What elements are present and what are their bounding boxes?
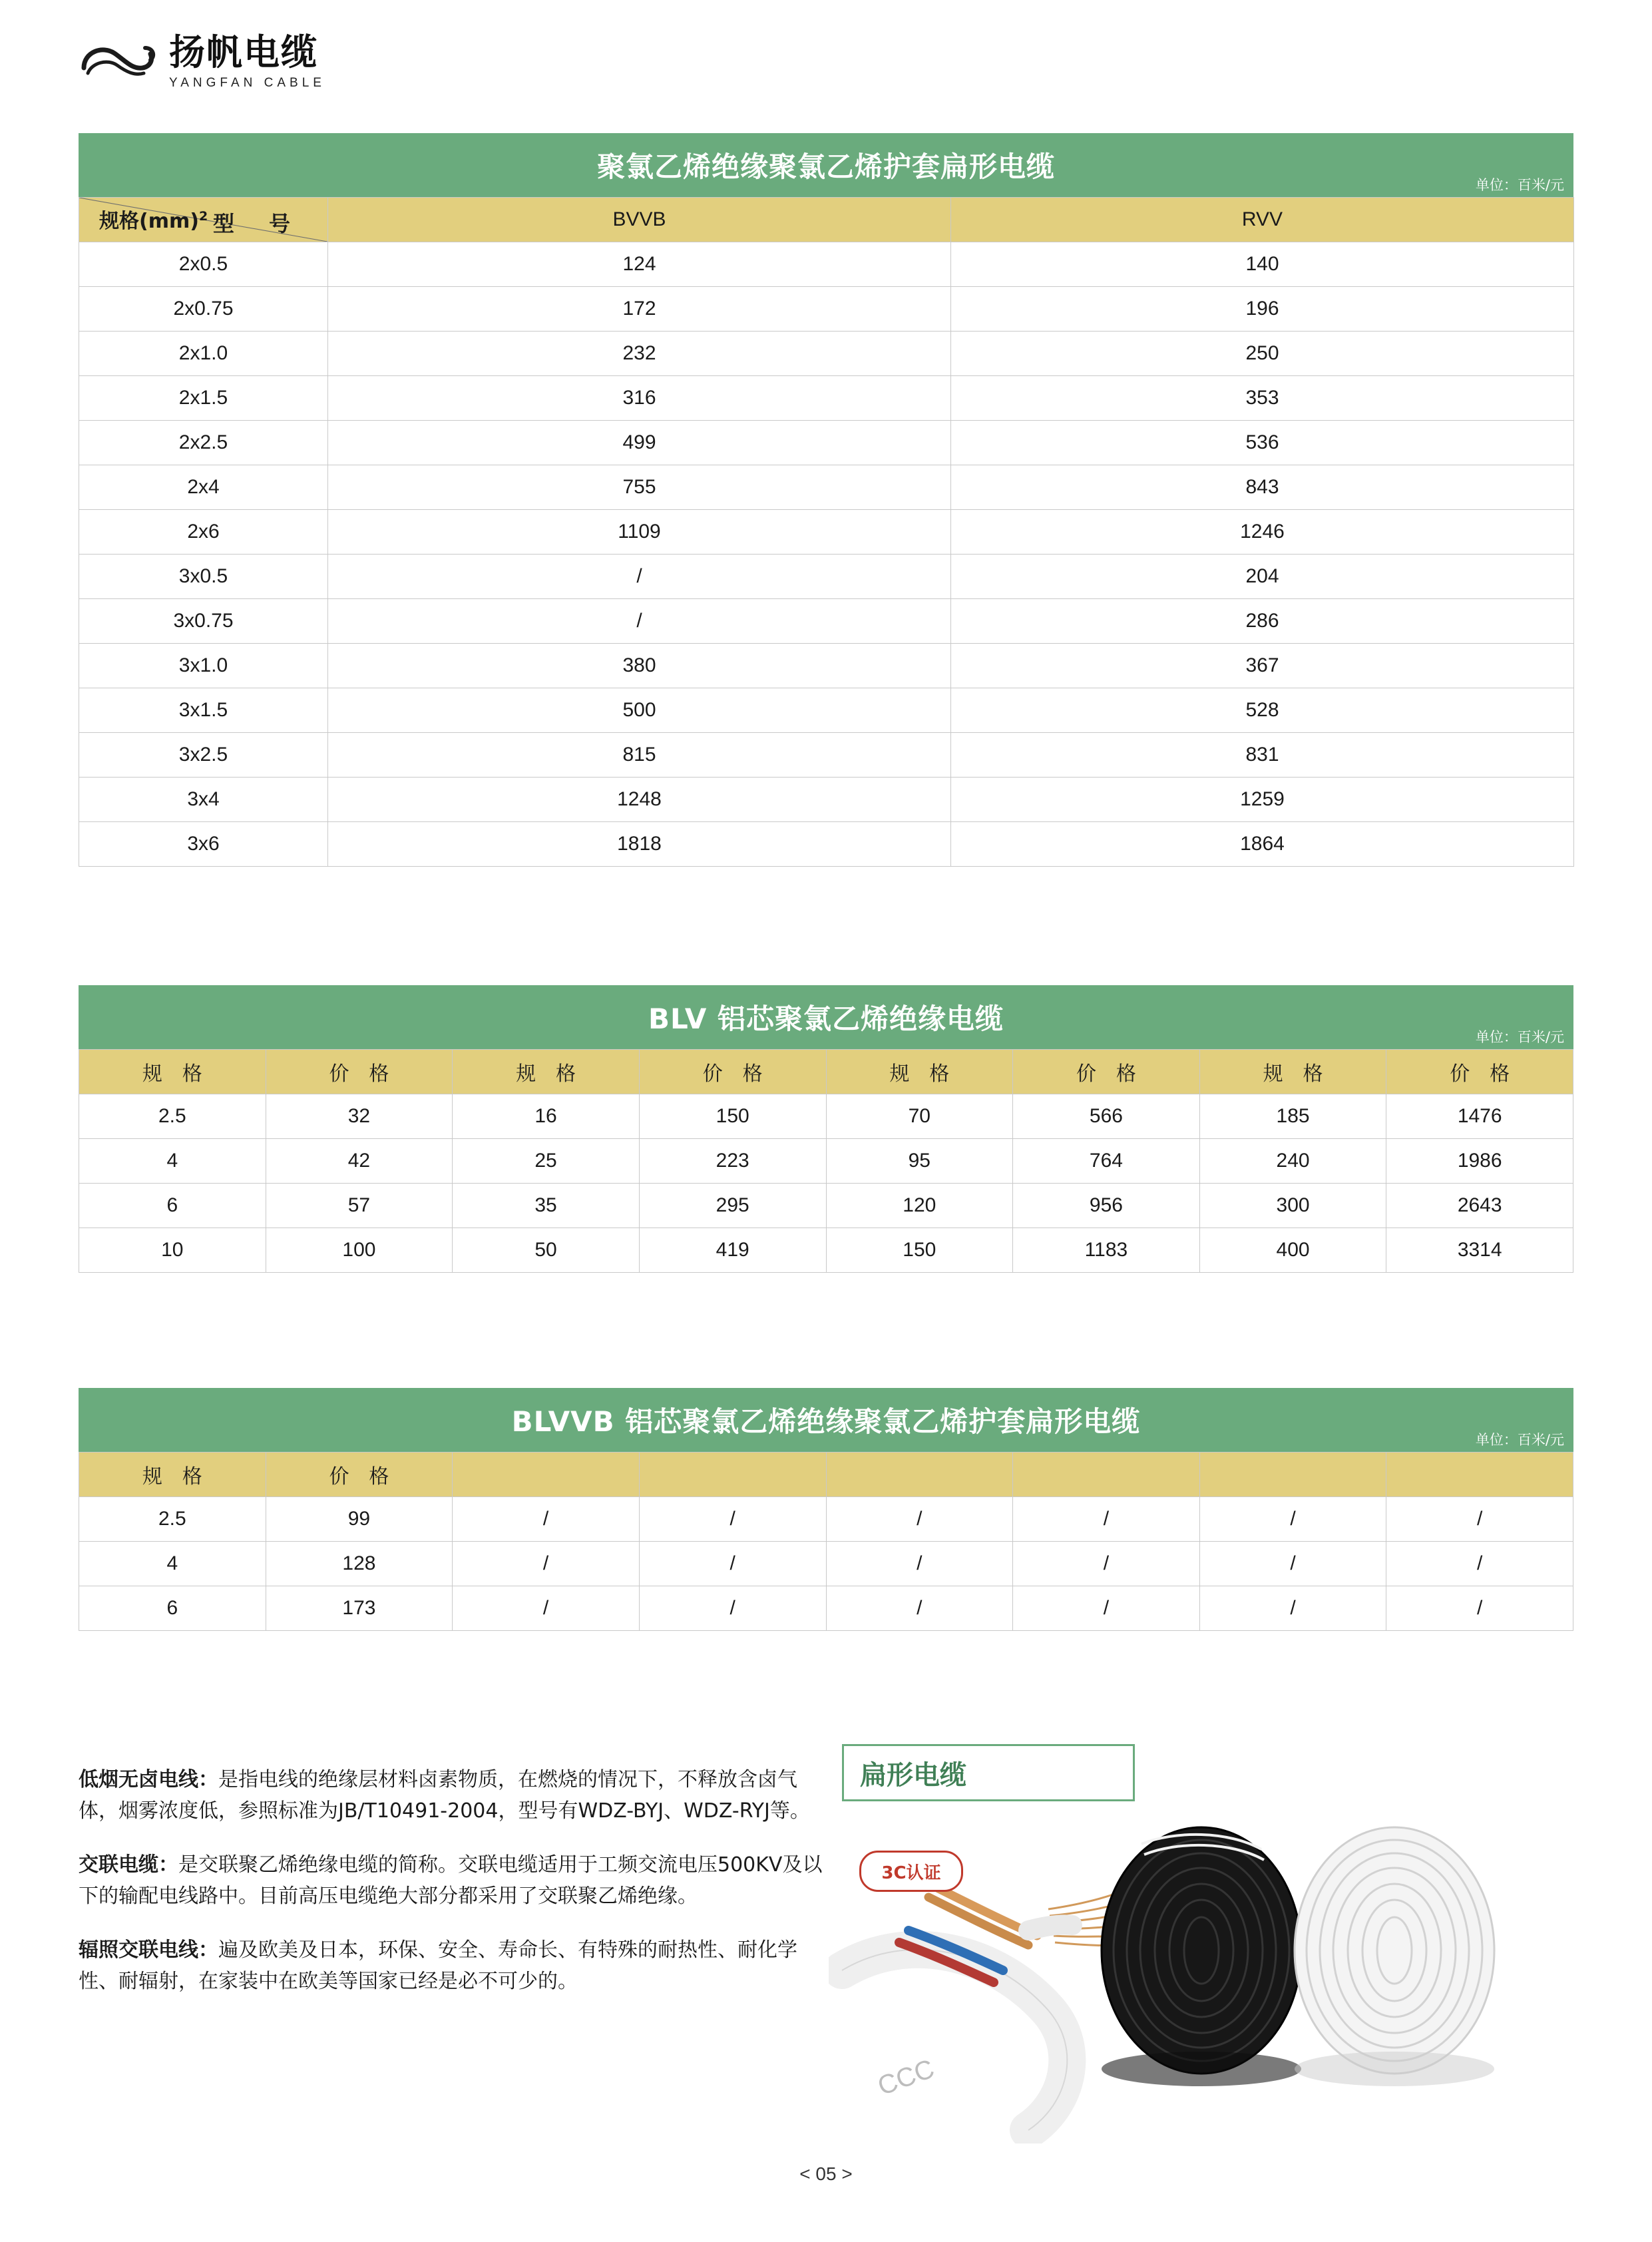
table3-cell: / (1386, 1586, 1573, 1631)
table3-header-cell (1199, 1453, 1386, 1497)
table2-cell: 185 (1199, 1094, 1386, 1139)
cell-bvvb: 815 (328, 733, 951, 778)
table-row (79, 1094, 1573, 1139)
table2-cell: 70 (826, 1094, 1013, 1139)
table2-cell: 1476 (1386, 1094, 1573, 1139)
note-lead: 辐照交联电线： (79, 1938, 218, 1962)
table3-header-cell (1013, 1453, 1200, 1497)
table-row (79, 1184, 1573, 1228)
table3-cell: / (826, 1586, 1013, 1631)
table-row (79, 599, 1574, 644)
cell-bvvb: 316 (328, 376, 951, 421)
table-row (79, 644, 1574, 688)
table2-header-cell: 价 格 (266, 1050, 453, 1094)
table2-title-bar (79, 985, 1573, 1049)
cell-rvv: 831 (951, 733, 1574, 778)
table3-cell: / (639, 1542, 826, 1586)
cell-bvvb: 232 (328, 332, 951, 376)
notes-section (79, 1744, 824, 2020)
table-block-blvvb (79, 1388, 1573, 1631)
table2-header-cell: 规 格 (1199, 1050, 1386, 1094)
table3-header-cell (453, 1453, 640, 1497)
cell-spec: 3x1.5 (79, 688, 328, 733)
table2-header-cell: 规 格 (79, 1050, 266, 1094)
table2-cell: 16 (453, 1094, 640, 1139)
note-item (79, 1849, 824, 1912)
table2-cell: 42 (266, 1139, 453, 1184)
cell-spec: 3x0.75 (79, 599, 328, 644)
cell-rvv: 367 (951, 644, 1574, 688)
cell-spec: 3x6 (79, 822, 328, 867)
table-row (79, 421, 1574, 465)
table2-cell: 25 (453, 1139, 640, 1184)
cell-rvv: 1259 (951, 778, 1574, 822)
table2-cell: 2643 (1386, 1184, 1573, 1228)
cell-bvvb: 1248 (328, 778, 951, 822)
table2-cell: 1183 (1013, 1228, 1200, 1273)
table3-cell: 6 (79, 1586, 266, 1631)
cell-rvv: 250 (951, 332, 1574, 376)
table3-cell: / (1013, 1497, 1200, 1542)
cell-spec: 2x4 (79, 465, 328, 510)
cell-spec: 3x4 (79, 778, 328, 822)
table2-cell: 32 (266, 1094, 453, 1139)
table2-cell: 35 (453, 1184, 640, 1228)
table2-cell: 4 (79, 1139, 266, 1184)
table2-cell: 6 (79, 1184, 266, 1228)
table-row (79, 733, 1574, 778)
cert-badge (859, 1851, 963, 1892)
table-row (79, 465, 1574, 510)
cell-bvvb: 755 (328, 465, 951, 510)
table1-header-row (79, 198, 1574, 242)
cell-rvv: 196 (951, 287, 1574, 332)
table2-cell: 120 (826, 1184, 1013, 1228)
table1-title: 聚氯乙烯绝缘聚氯乙烯护套扁形电缆 (596, 150, 1055, 183)
table-row (79, 510, 1574, 555)
table-row (79, 1542, 1573, 1586)
table1-corner-top: 型 号 (212, 211, 297, 236)
table3-cell: / (1199, 1586, 1386, 1631)
table-block-blv (79, 985, 1573, 1273)
cell-bvvb: / (328, 599, 951, 644)
brand-name-cn: 扬帆电缆 (169, 31, 318, 73)
table2-cell: 50 (453, 1228, 640, 1273)
table2-cell: 3314 (1386, 1228, 1573, 1273)
table2-cell: 295 (639, 1184, 826, 1228)
cell-spec: 2x1.0 (79, 332, 328, 376)
cell-rvv: 1864 (951, 822, 1574, 867)
table3-unit: 单位：百米/元 (1475, 1432, 1564, 1448)
cell-spec: 2x2.5 (79, 421, 328, 465)
cell-rvv: 286 (951, 599, 1574, 644)
brand-name-en: YANGFAN CABLE (169, 76, 325, 90)
table2-header-row (79, 1050, 1573, 1094)
table3-cell: / (639, 1497, 826, 1542)
table2-cell: 240 (1199, 1139, 1386, 1184)
table2-cell: 764 (1013, 1139, 1200, 1184)
cell-rvv: 353 (951, 376, 1574, 421)
table2-cell: 95 (826, 1139, 1013, 1184)
table2-cell: 100 (266, 1228, 453, 1273)
cable-print-text: CCC (874, 2054, 938, 2102)
table3-cell: / (1013, 1586, 1200, 1631)
table2-cell: 300 (1199, 1184, 1386, 1228)
note-body: 是交联聚乙烯绝缘电缆的简称。交联电缆适用于工频交流电压500KV及以下的输配电线路中。目前高压电缆绝大部分都采用了交联聚乙烯绝缘。 (79, 1853, 823, 1908)
cell-bvvb: 172 (328, 287, 951, 332)
table2-cell: 1986 (1386, 1139, 1573, 1184)
table2-cell: 10 (79, 1228, 266, 1273)
table-row (79, 555, 1574, 599)
table3-cell: / (453, 1586, 640, 1631)
cell-bvvb: 500 (328, 688, 951, 733)
table-row (79, 376, 1574, 421)
table1-unit: 单位：百米/元 (1475, 177, 1564, 193)
cell-spec: 3x2.5 (79, 733, 328, 778)
cell-spec: 2x6 (79, 510, 328, 555)
table1-corner-bottom: 规格(mm)$^2$ (99, 209, 208, 233)
table3 (79, 1452, 1573, 1631)
table-row (79, 1139, 1573, 1184)
table2-header-cell: 价 格 (639, 1050, 826, 1094)
note-item (79, 1934, 824, 1997)
table2-cell: 2.5 (79, 1094, 266, 1139)
cell-bvvb: 380 (328, 644, 951, 688)
table2 (79, 1049, 1573, 1273)
table2-cell: 57 (266, 1184, 453, 1228)
table3-title-bar (79, 1388, 1573, 1452)
note-body: 是指电线的绝缘层材料卤素物质，在燃烧的情况下，不释放含卤气体，烟雾浓度低，参照标准为JB/T10491-2004，型号有WDZ-BYJ、WDZ-RYJ等。 (79, 1768, 810, 1823)
table1-corner-cell (79, 198, 328, 242)
table-block-bvvb-rvv (79, 133, 1573, 867)
note-lead: 低烟无卤电线： (79, 1768, 218, 1791)
cert-badge-label: 3C认证 (881, 1863, 941, 1883)
cell-spec: 3x1.0 (79, 644, 328, 688)
table3-cell: / (1013, 1542, 1200, 1586)
table3-header-cell (826, 1453, 1013, 1497)
table2-unit: 单位：百米/元 (1475, 1029, 1564, 1045)
table-row (79, 822, 1574, 867)
table2-cell: 566 (1013, 1094, 1200, 1139)
table1-col-bvvb: BVVB (328, 198, 951, 242)
table3-header-row (79, 1453, 1573, 1497)
table3-cell: / (1386, 1542, 1573, 1586)
page-number: < 05 > (799, 2163, 853, 2184)
table-row (79, 1586, 1573, 1631)
cell-rvv: 204 (951, 555, 1574, 599)
table2-header-cell: 价 格 (1386, 1050, 1573, 1094)
table3-header-cell: 价 格 (266, 1453, 453, 1497)
table-row (79, 1497, 1573, 1542)
wave-logo-icon (79, 33, 157, 91)
table3-header-cell (1386, 1453, 1573, 1497)
table3-cell: 128 (266, 1542, 453, 1586)
cell-spec: 2x0.75 (79, 287, 328, 332)
table2-cell: 400 (1199, 1228, 1386, 1273)
cell-bvvb: 1109 (328, 510, 951, 555)
table2-header-cell: 价 格 (1013, 1050, 1200, 1094)
table2-title: BLV 铝芯聚氯乙烯绝缘电缆 (648, 1003, 1004, 1035)
table-row (79, 778, 1574, 822)
note-item (79, 1764, 824, 1827)
cell-spec: 2x1.5 (79, 376, 328, 421)
table3-cell: / (1386, 1497, 1573, 1542)
table3-cell: / (453, 1542, 640, 1586)
table3-cell: 99 (266, 1497, 453, 1542)
table2-header-cell: 规 格 (453, 1050, 640, 1094)
table3-header-cell: 规 格 (79, 1453, 266, 1497)
table1-title-bar (79, 133, 1573, 197)
cell-spec: 2x0.5 (79, 242, 328, 287)
table3-cell: 4 (79, 1542, 266, 1586)
table-row (79, 688, 1574, 733)
table3-title: BLVVB 铝芯聚氯乙烯绝缘聚氯乙烯护套扁形电缆 (511, 1405, 1141, 1438)
table2-cell: 150 (826, 1228, 1013, 1273)
table2-cell: 150 (639, 1094, 826, 1139)
table3-cell: / (826, 1542, 1013, 1586)
cell-bvvb: 1818 (328, 822, 951, 867)
cell-rvv: 843 (951, 465, 1574, 510)
table2-cell: 956 (1013, 1184, 1200, 1228)
cable-product-image (829, 1731, 1574, 2143)
cell-bvvb: 499 (328, 421, 951, 465)
cell-rvv: 1246 (951, 510, 1574, 555)
note-lead: 交联电缆： (79, 1853, 178, 1877)
note-body: 遍及欧美及日本，环保、安全、寿命长、有特殊的耐热性、耐化学性、耐辐射，在家装中在欧美等国家已经是必不可少的。 (79, 1938, 797, 1993)
cell-spec: 3x0.5 (79, 555, 328, 599)
table-row (79, 242, 1574, 287)
brand-logo (79, 33, 325, 91)
table3-cell: / (1199, 1542, 1386, 1586)
cell-rvv: 536 (951, 421, 1574, 465)
table3-cell: / (453, 1497, 640, 1542)
table-row (79, 287, 1574, 332)
table2-cell: 419 (639, 1228, 826, 1273)
table3-cell: / (826, 1497, 1013, 1542)
table3-cell: / (1199, 1497, 1386, 1542)
table3-cell: 2.5 (79, 1497, 266, 1542)
table-row (79, 1228, 1573, 1273)
product-photo-area (829, 1731, 1574, 2143)
cell-bvvb: / (328, 555, 951, 599)
cell-bvvb: 124 (328, 242, 951, 287)
table1 (79, 197, 1574, 867)
table2-header-cell: 规 格 (826, 1050, 1013, 1094)
table1-col-rvv: RVV (951, 198, 1574, 242)
cell-rvv: 528 (951, 688, 1574, 733)
table3-cell: / (639, 1586, 826, 1631)
cell-rvv: 140 (951, 242, 1574, 287)
table-row (79, 332, 1574, 376)
table2-cell: 223 (639, 1139, 826, 1184)
table3-header-cell (639, 1453, 826, 1497)
table3-cell: 173 (266, 1586, 453, 1631)
flat-cable-badge-label: 扁形电缆 (860, 1759, 966, 1791)
